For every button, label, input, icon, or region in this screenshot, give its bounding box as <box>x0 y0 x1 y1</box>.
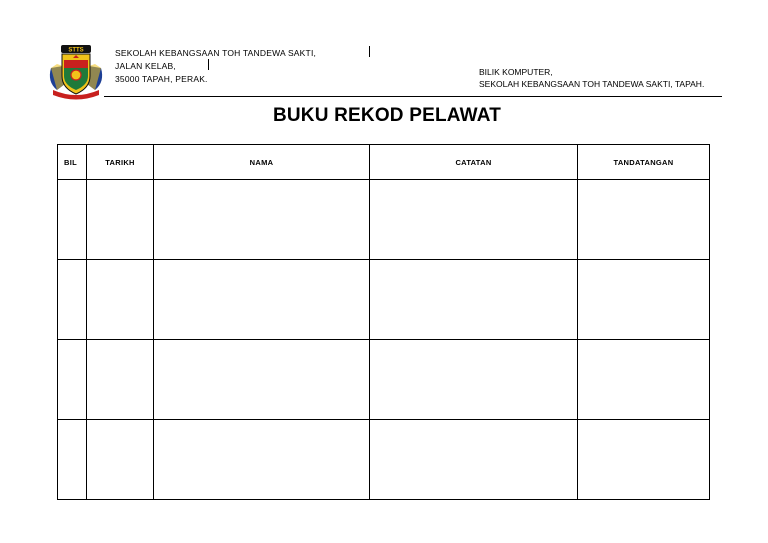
cell-tandatangan[interactable] <box>578 180 710 260</box>
cell-bil[interactable] <box>58 340 87 420</box>
cell-nama[interactable] <box>154 260 370 340</box>
cell-nama[interactable] <box>154 180 370 260</box>
cell-tarikh[interactable] <box>87 260 154 340</box>
svg-text:STTS: STTS <box>68 47 84 54</box>
table-header-row <box>58 145 710 180</box>
cell-nama[interactable] <box>154 420 370 500</box>
cell-tandatangan[interactable] <box>578 260 710 340</box>
cell-bil[interactable] <box>58 420 87 500</box>
cell-catatan[interactable] <box>370 260 578 340</box>
cell-tarikh[interactable] <box>87 340 154 420</box>
table-row <box>58 180 710 260</box>
room-line-2: SEKOLAH KEBANGSAAN TOH TANDEWA SAKTI, TAPAH. <box>479 79 705 89</box>
cell-bil[interactable] <box>58 180 87 260</box>
address-line-3: 35000 TAPAH, PERAK. <box>115 74 208 84</box>
cell-tandatangan[interactable] <box>578 420 710 500</box>
column-header-bil: BIL <box>58 145 87 180</box>
text-cursor-mark <box>369 46 370 57</box>
cell-bil[interactable] <box>58 260 87 340</box>
text-cursor-mark <box>208 59 209 70</box>
table-row <box>58 340 710 420</box>
column-header-nama: NAMA <box>154 145 370 180</box>
column-header-tandatangan: TANDATANGAN <box>578 145 710 180</box>
cell-tarikh[interactable] <box>87 420 154 500</box>
visitor-log-table <box>57 144 710 500</box>
address-line-1: SEKOLAH KEBANGSAAN TOH TANDEWA SAKTI, <box>115 48 317 58</box>
column-header-tarikh: TARIKH <box>87 145 154 180</box>
room-line-1: BILIK KOMPUTER, <box>479 67 553 77</box>
table-row <box>58 420 710 500</box>
address-line-2: JALAN KELAB, <box>115 61 176 71</box>
cell-tandatangan[interactable] <box>578 340 710 420</box>
table-row <box>58 260 710 340</box>
school-address <box>115 47 316 86</box>
room-location <box>479 66 704 90</box>
cell-catatan[interactable] <box>370 180 578 260</box>
cell-catatan[interactable] <box>370 420 578 500</box>
page-title: BUKU REKOD PELAWAT <box>272 105 502 126</box>
cell-tarikh[interactable] <box>87 180 154 260</box>
cell-nama[interactable] <box>154 340 370 420</box>
column-header-catatan: CATATAN <box>370 145 578 180</box>
school-crest-logo <box>47 44 105 100</box>
header-divider <box>104 96 722 97</box>
cell-catatan[interactable] <box>370 340 578 420</box>
